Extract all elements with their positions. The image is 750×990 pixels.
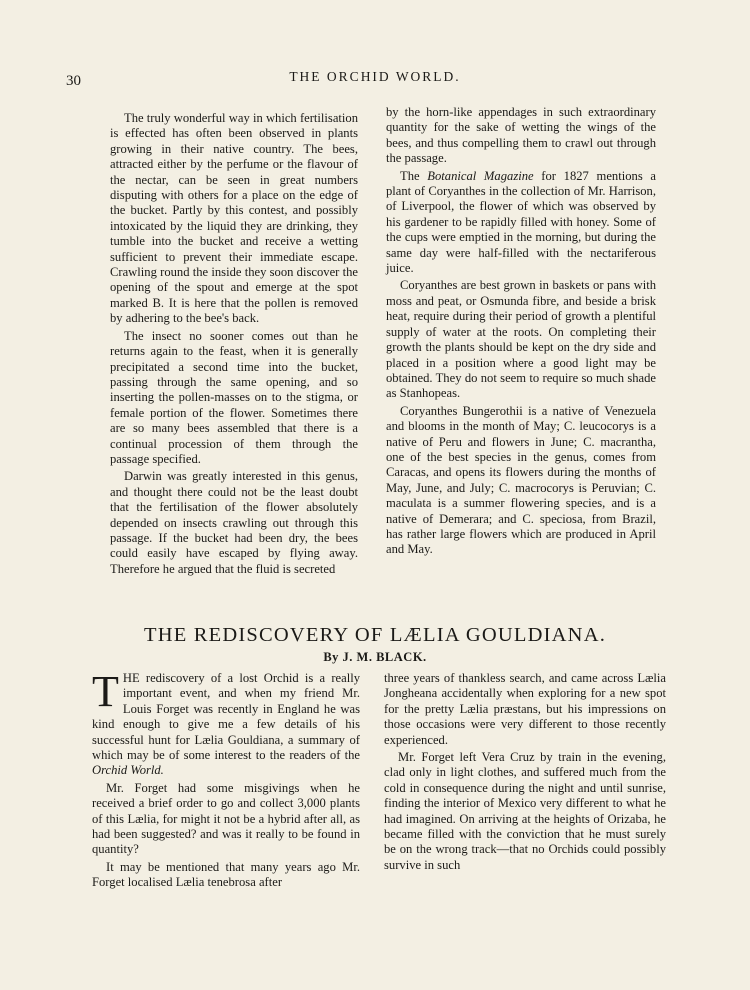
- page-number: 30: [66, 73, 81, 89]
- paragraph: The truly wonderful way in which fertilisation is effected has often been observed in plants growing in their native country. The bees, attracted either by the perfume or the flavour of the nectar, can be seen in great numbers disputing with others for a place on the edge of the bucket. Partly by this contest, and possibly intoxicated by the liquid they are drinking, they tumble into the bucket and receive a wetting sufficient to prevent their immediate escape. Crawling round the inside they soon discover the opening of the spout and emerge at the spot marked B. It is here that the pollen is removed by adhering to the bee's back.: [110, 111, 358, 326]
- paragraph: Mr. Forget had some misgivings when he received a brief order to go and collect 3,000 plants of this Lælia, for might it not be a hybrid after all, as had been suggested? and was it really to be found in quantity?: [92, 780, 360, 857]
- text-run: for 1827 mentions a plant of Coryanthes in the collection of Mr. Harrison, of Liverpool, the flower of which was observed by his gardener to be rapidly filled with honey. Some of the cups were emptied in the morning, but during the same day were half-filled with the nectariferous juice.: [386, 168, 656, 276]
- column-upper-right: [386, 105, 656, 558]
- text-run: The: [400, 168, 428, 183]
- paragraph: Mr. Forget left Vera Cruz by train in the evening, clad only in light clothes, and suffered much from the cold in consequence during the night and until sunrise, finding the interior of Mexico very different to what he had imagined. On arriving at the heights of Orizaba, he became filled with the conviction that he must surely be on the wrong track—that no Orchids could possibly survive in such: [384, 750, 666, 872]
- paragraph: The insect no sooner comes out than he returns again to the feast, when it is generally precipitated a second time into the bucket, passing through the same opening, and so inserting the pollen-masses on to the stigma, or female portion of the flower. Sometimes there are so many bees assembled that there is a continual procession of them through the passage specified.: [110, 328, 358, 466]
- paragraph: by the horn-like appendages in such extraordinary quantity for the sake of wetting the wings of the bees, and thus compelling them to crawl out through the passage.: [386, 105, 656, 166]
- byline: By J. M. BLACK.: [323, 650, 427, 664]
- paragraph: Coryanthes are best grown in baskets or pans with moss and peat, or Osmunda fibre, and beside a brisk heat, require during their period of growth a plentiful supply of water at the roots. On completing their growth the plants should be kept on the dry side and placed in a position where a good light may be obtained. They do not seem to require so much shade as Stanhopeas.: [386, 278, 656, 401]
- column-upper-left: [110, 111, 358, 577]
- article-title: THE REDISCOVERY OF LÆLIA GOULDIANA.: [143, 624, 607, 646]
- paragraph: [386, 169, 656, 277]
- paragraph: three years of thankless search, and came across Lælia Jongheana accidentally when exploring for a new spot for the pretty Lælia præstans, but his impressions on those occasions were very different to those recently experienced.: [384, 671, 666, 747]
- lead-paragraph: [92, 667, 360, 779]
- lead-caps: HE: [122, 671, 140, 685]
- magazine-title: Botanical Magazine: [427, 168, 534, 183]
- column-lower-right: [384, 671, 666, 873]
- text-run: rediscovery of a lost Orchid is a really important event, and when my friend Mr. Louis Forget was recently in England he was kind enough to give me a few details of his successful hunt for Lælia Gouldiana, a summary of which may be of some interest to the readers of the: [92, 671, 360, 763]
- running-title: THE ORCHID WORLD.: [289, 69, 461, 84]
- paragraph: Coryanthes Bungerothii is a native of Venezuela and blooms in the month of May; C. leucocorys is a native of Peru and flowers in June; C. macrantha, one of the best species in the genus, comes from Caracas, and opens its flowers during the months of May, June, and July; C. macrocorys is Peruvian; C. maculata is a summer flowering species, and is a native of Demerara; and C. speciosa, from Brazil, has rather large flowers which are produced in April and May.: [386, 403, 656, 557]
- column-lower-left: [92, 667, 360, 891]
- paragraph: It may be mentioned that many years ago Mr. Forget localised Lælia tenebrosa after: [92, 859, 360, 890]
- drop-cap: T: [92, 667, 119, 716]
- journal-title: Orchid World.: [92, 763, 164, 778]
- paragraph: Darwin was greatly interested in this genus, and thought there could not be the least doubt that the fertilisation of the flower absolutely depended on insects crawling out through this passage. If the bucket had been dry, the bees could easily have escaped by flying away. Therefore he argued that the fluid is secreted: [110, 469, 358, 576]
